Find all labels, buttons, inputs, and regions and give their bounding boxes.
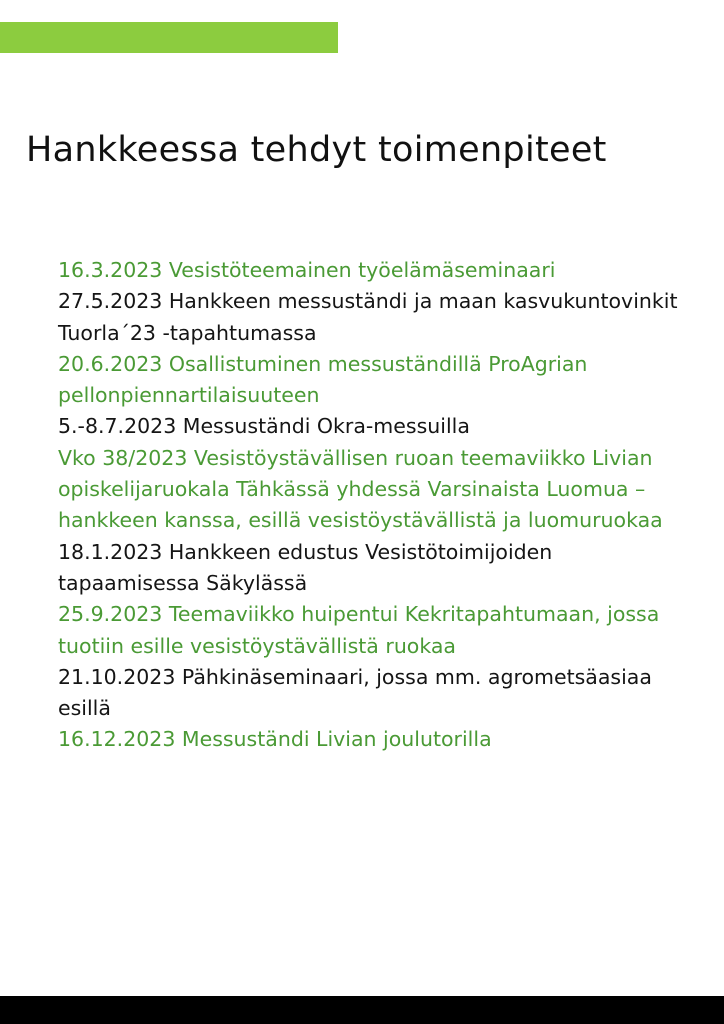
event-item: 27.5.2023 Hankkeen messuständi ja maan kasvukuntovinkit Tuorla´23 -tapahtumassa [58, 289, 678, 345]
event-list [58, 255, 688, 756]
event-item: 25.9.2023 Teemaviikko huipentui Kekritapahtumaan, jossa tuotiin esille vesistöystävällistä ruokaa [58, 602, 660, 658]
event-item: 21.10.2023 Pähkinäseminaari, jossa mm. agrometsäasiaa esillä [58, 664, 652, 721]
event-item: 18.1.2023 Hankkeen edustus Vesistötoimijoiden tapaamisessa Säkylässä [58, 539, 553, 595]
event-item: 16.3.2023 Vesistöteemainen työelämäseminaari [58, 258, 556, 282]
event-item: 5.-8.7.2023 Messuständi Okra-messuilla [58, 414, 470, 439]
event-item: Vko 38/2023 Vesistöystävällisen ruoan teemaviikko Livian opiskelijaruokala Tähkässä yhdessä Varsinaista Luomua –hankkeen kanssa, esillä vesistöystävällistä ja luomuruokaa [58, 445, 663, 533]
event-item: 20.6.2023 Osallistuminen messuständillä ProAgrian pellonpiennartilaisuuteen [58, 351, 588, 408]
page-title: Hankkeessa tehdyt toimenpiteet [26, 130, 607, 170]
footer-bar [0, 996, 724, 1024]
event-item: 16.12.2023 Messuständi Livian joulutorilla [58, 727, 492, 752]
accent-bar [0, 22, 338, 53]
